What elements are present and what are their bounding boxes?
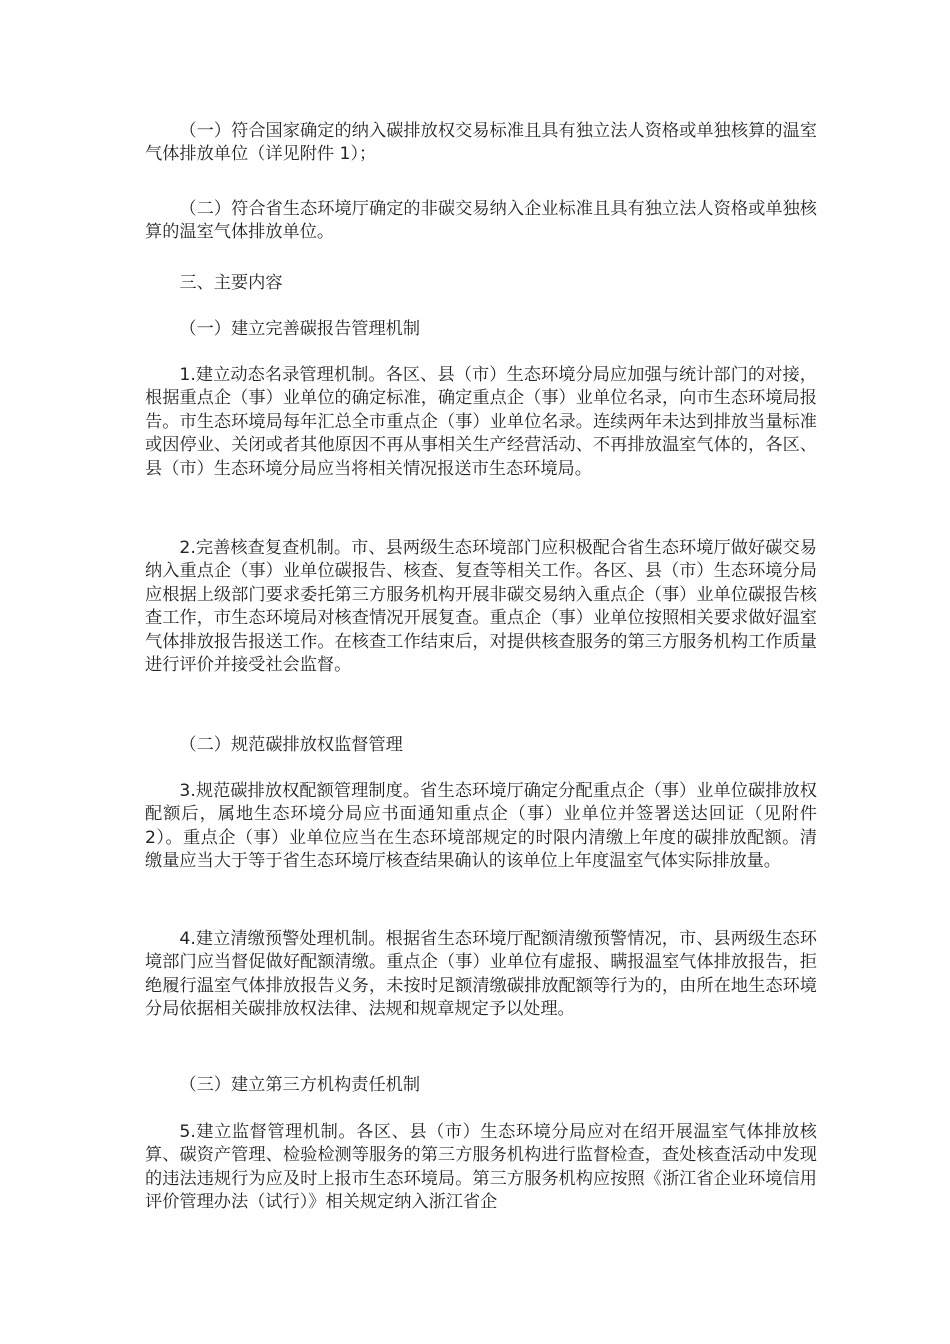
paragraph-item-1: 1.建立动态名录管理机制。各区、县（市）生态环境分局应加强与统计部门的对接，根据重点企（事）业单位的确定标准，确定重点企（事）业单位名录，向市生态环境局报告。市生态环境局每年汇总全市重点企（事）业单位名录。连续两年未达到排放当量标准或因停业、关闭或者其他原因不再从事相关生产经营活动、不再排放温室气体的，各区、县（市）生态环境分局应当将相关情况报送市生态环境局。	[145, 365, 817, 479]
subsection-heading-carbon-report: （一）建立完善碳报告管理机制	[179, 319, 421, 339]
paragraph-criteria-1: （一）符合国家确定的纳入碳排放权交易标准且具有独立法人资格或单独核算的温室气体排放单位（详见附件 1）；	[145, 121, 817, 165]
subsection-heading-third-party: （三）建立第三方机构责任机制	[179, 1075, 421, 1095]
subsection-heading-emission-supervision: （二）规范碳排放权监督管理	[179, 735, 403, 755]
paragraph-item-4: 4.建立清缴预警处理机制。根据省生态环境厅配额清缴预警情况，市、县两级生态环境部门应当督促做好配额清缴。重点企（事）业单位有虚报、瞒报温室气体排放报告，拒绝履行温室气体排放报告义务，未按时足额清缴碳排放配额等行为的，由所在地生态环境分局依据相关碳排放权法律、法规和规章规定予以处理。	[145, 929, 817, 1020]
paragraph-item-3: 3.规范碳排放权配额管理制度。省生态环境厅确定分配重点企（事）业单位碳排放权配额后，属地生态环境分局应书面通知重点企（事）业单位并签署送达回证（见附件 2）。重点企（事）业单位应当在生态环境部规定的时限内清缴上年度的碳排放配额。清缴量应当大于等于省生态环境厅核查结果确认的该单位上年度温室气体实际排放量。	[145, 781, 817, 872]
paragraph-item-2: 2.完善核查复查机制。市、县两级生态环境部门应积极配合省生态环境厅做好碳交易纳入重点企（事）业单位碳报告、核查、复查等相关工作。各区、县（市）生态环境分局应根据上级部门要求委托第三方服务机构开展非碳交易纳入重点企（事）业单位碳报告核查工作，市生态环境局对核查情况开展复查。重点企（事）业单位按照相关要求做好温室气体排放报告报送工作。在核查工作结束后，对提供核查服务的第三方服务机构工作质量进行评价并接受社会监督。	[145, 538, 817, 676]
paragraph-criteria-2: （二）符合省生态环境厅确定的非碳交易纳入企业标准且具有独立法人资格或单独核算的温室气体排放单位。	[145, 199, 817, 243]
paragraph-item-5: 5.建立监督管理机制。各区、县（市）生态环境分局应对在绍开展温室气体排放核算、碳资产管理、检验检测等服务的第三方服务机构进行监督检查，查处核查活动中发现的违法违规行为应及时上报市生态环境局。第三方服务机构应按照《浙江省企业环境信用评价管理办法（试行）》相关规定纳入浙江省企	[145, 1122, 817, 1213]
section-heading-main-content: 三、主要内容	[179, 273, 283, 293]
